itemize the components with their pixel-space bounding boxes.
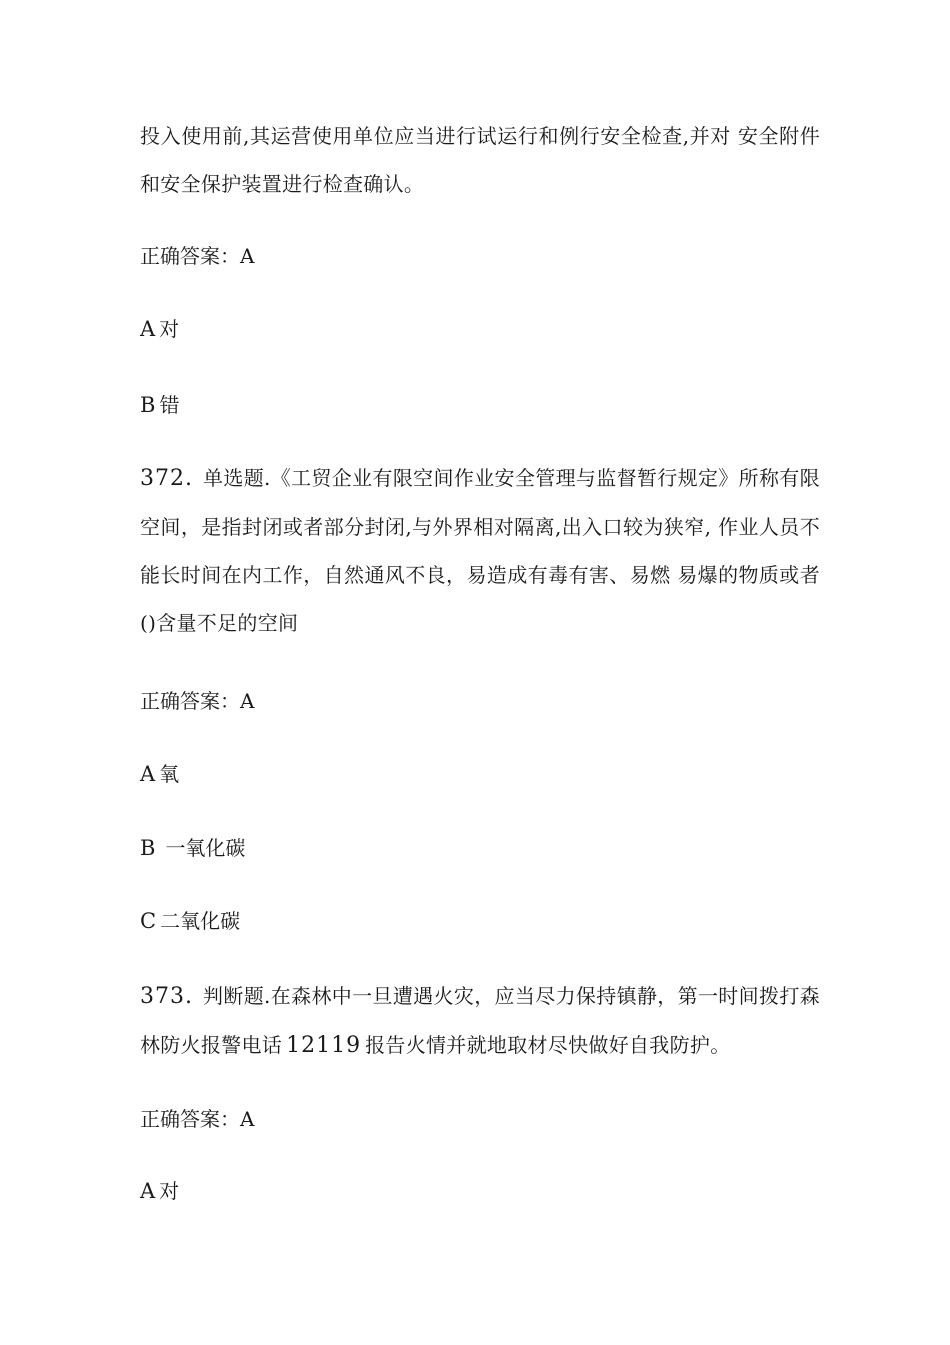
option-letter: A [140,762,156,786]
option-letter: C [140,909,157,933]
intro-text: 投入使用前,其运营使用单位应当进行试运行和例行安全检查,并对 安全附件和安全保护装置进行检查确认。 [140,124,820,196]
intro-paragraph [140,112,820,208]
option-text: 一氧化碳 [165,836,246,860]
question-373 [140,972,820,1070]
option-letter: A [140,317,156,341]
q372-option-a [140,759,820,789]
question-number: 372. [140,466,193,491]
option-text: 氧 [159,762,180,786]
option-letter: B [140,836,156,860]
answer-value: A [240,244,255,268]
intro-option-b [140,390,820,420]
option-text: 对 [159,1179,180,1203]
question-text: 单选题.《工贸企业有限空间作业安全管理与监督暂行规定》所称有限空间，是指封闭或者部分封闭,与外界相对隔离,出入口较为狭窄, 作业人员不能长时间在内工作，自然通风不良，易造成有毒有害、易燃 易爆的物质或者()含量不足的空间 [140,466,820,635]
question-text: 判断题.在森林中一旦遭遇火灾，应当尽力保持镇静，第一时间拨打森林防火报警电话 [140,984,820,1057]
option-letter: A [140,1179,156,1203]
intro-option-a [140,314,820,344]
intro-answer [140,241,820,271]
answer-value: A [240,1107,255,1131]
question-372 [140,454,820,647]
option-text: 二氧化碳 [160,909,241,933]
q372-option-b [140,833,820,863]
answer-label: 正确答案： [140,1107,240,1131]
question-number: 373. [140,984,193,1009]
option-letter: B [140,393,156,417]
answer-label: 正确答案： [140,244,240,268]
question-text-end: 报告火情并就地取材尽快做好自我防护。 [365,1033,731,1057]
answer-value: A [240,689,255,713]
answer-label: 正确答案： [140,689,240,713]
q373-answer [140,1104,820,1134]
phone-number: 12119 [286,1033,362,1058]
q372-option-c [140,906,820,936]
option-text: 错 [159,393,180,417]
q373-option-a [140,1176,820,1206]
option-text: 对 [159,317,180,341]
q372-answer [140,686,820,716]
